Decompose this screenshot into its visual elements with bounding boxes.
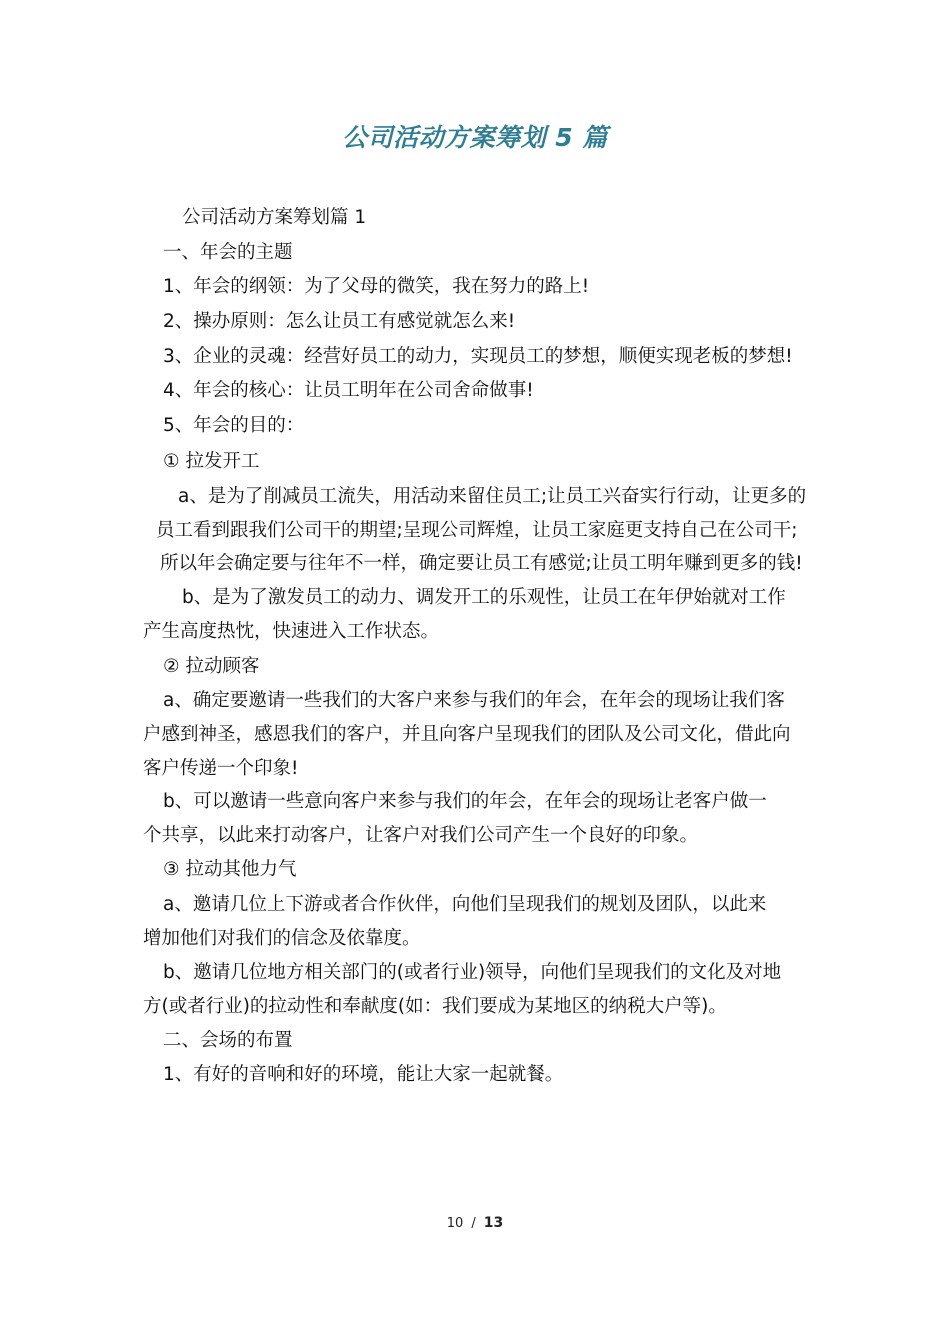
paragraph-line: b、邀请几位地方相关部门的(或者行业)领导，向他们呈现我们的文化及对地: [163, 962, 782, 983]
paragraph-line: 二、会场的布置: [163, 1030, 293, 1051]
paragraph-line: 4、年会的核心：让员工明年在公司舍命做事!: [163, 380, 534, 401]
paragraph-line: 个共享，以此来打动客户，让客户对我们公司产生一个良好的印象。: [143, 825, 699, 846]
paragraph-line: 一、年会的主题: [163, 242, 293, 263]
paragraph-line: 户感到神圣，感恩我们的客户，并且向客户呈现我们的团队及公司文化，借此向: [143, 724, 791, 745]
paragraph-line: a、是为了削减员工流失，用活动来留住员工;让员工兴奋实行行动，让更多的: [178, 486, 807, 507]
paragraph-line: 1、年会的纲领：为了父母的微笑，我在努力的路上!: [163, 276, 590, 297]
paragraph-line: ③ 拉动其他力气: [163, 859, 297, 880]
section-heading: 公司活动方案筹划篇 1: [182, 207, 367, 228]
paragraph-line: 3、企业的灵魂：经营好员工的动力，实现员工的梦想，顺便实现老板的梦想!: [163, 346, 793, 367]
paragraph-line: 产生高度热忱，快速进入工作状态。: [143, 621, 440, 642]
current-page: 10: [446, 1216, 464, 1231]
page-number: [0, 1215, 950, 1231]
paragraph-line: b、是为了激发员工的动力、调发开工的乐观性，让员工在年伊始就对工作: [182, 587, 786, 608]
paragraph-line: 客户传递一个印象!: [143, 758, 299, 779]
total-pages: 13: [483, 1215, 504, 1231]
paragraph-line: 方(或者行业)的拉动性和奉献度(如：我们要成为某地区的纳税大户等)。: [143, 996, 727, 1017]
paragraph-line: 所以年会确定要与往年不一样，确定要让员工有感觉;让员工明年赚到更多的钱!: [160, 553, 803, 574]
paragraph-line: ② 拉动顾客: [163, 656, 260, 677]
paragraph-line: 5、年会的目的：: [163, 415, 305, 436]
paragraph-line: 1、有好的音响和好的环境，能让大家一起就餐。: [163, 1064, 564, 1085]
paragraph-line: 2、操办原则：怎么让员工有感觉就怎么来!: [163, 311, 516, 332]
paragraph-line: 员工看到跟我们公司干的期望;呈现公司辉煌，让员工家庭更支持自己在公司干;: [156, 520, 798, 541]
paragraph-line: a、确定要邀请一些我们的大客户来参与我们的年会，在年会的现场让我们客: [163, 690, 785, 711]
page-separator: /: [471, 1216, 476, 1231]
paragraph-line: a、邀请几位上下游或者合作伙伴，向他们呈现我们的规划及团队，以此来: [163, 894, 767, 915]
paragraph-line: b、可以邀请一些意向客户来参与我们的年会，在年会的现场让老客户做一: [163, 791, 767, 812]
paragraph-line: 增加他们对我们的信念及依靠度。: [143, 928, 421, 949]
document-title: 公司活动方案筹划 5 篇: [342, 123, 608, 152]
paragraph-line: ① 拉发开工: [163, 451, 260, 472]
